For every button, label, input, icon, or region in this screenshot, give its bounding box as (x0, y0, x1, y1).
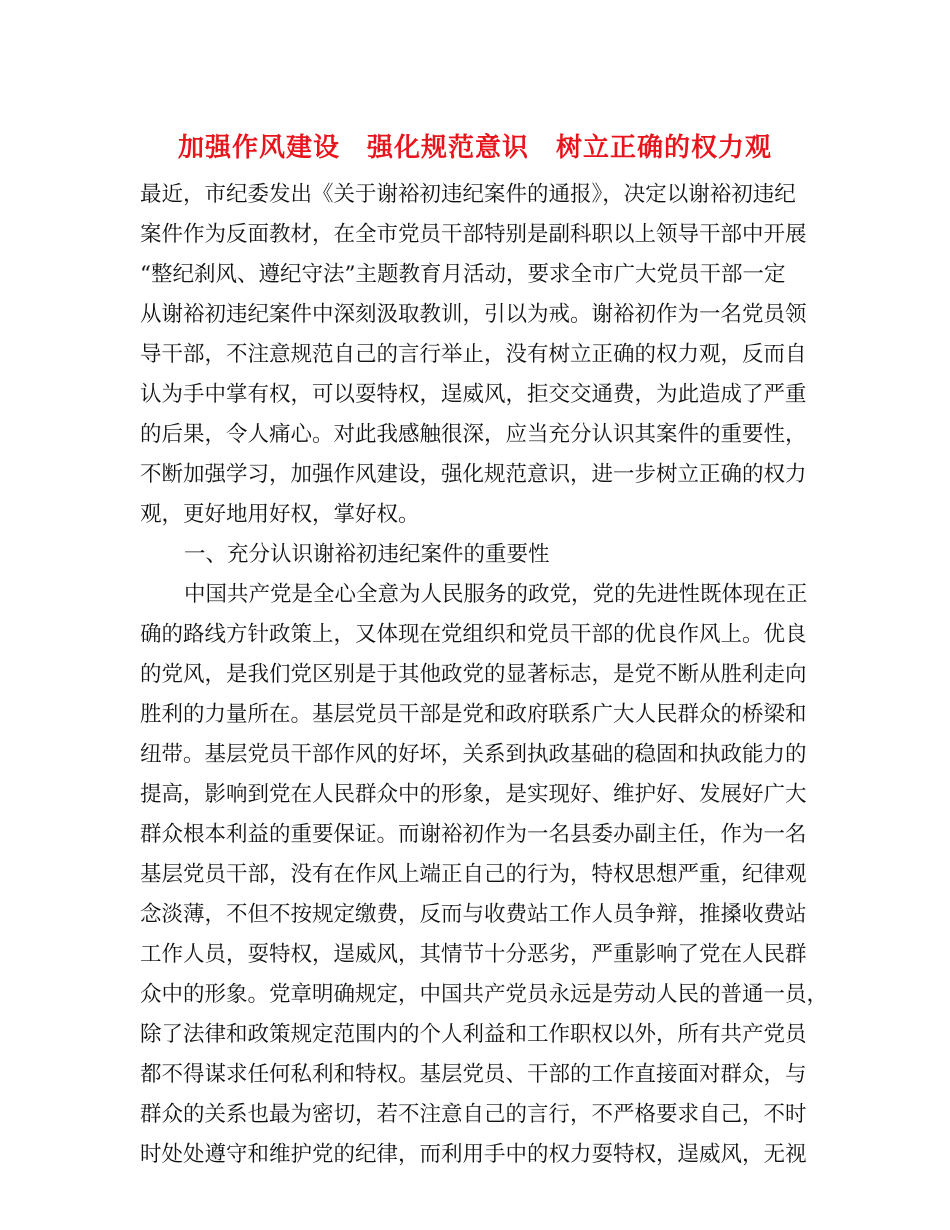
text-line: 都不得谋求任何私利和特权。基层党员、干部的工作直接面对群众，与 (140, 1062, 807, 1087)
text-line: 案件作为反面教材，在全市党员干部特别是副科职以上领导干部中开展 (140, 222, 807, 247)
text-line: 提高，影响到党在人民群众中的形象，是实现好、维护好、发展好广大 (140, 782, 807, 807)
text-line: 观，更好地用好权，掌好权。 (140, 502, 420, 527)
text-line: 导干部，不注意规范自己的言行举止，没有树立正确的权力观，反而自 (140, 342, 807, 367)
text-line: 的党风，是我们党区别是于其他政党的显著标志，是党不断从胜利走向 (140, 662, 807, 687)
text-line: 群众根本利益的重要保证。而谢裕初作为一名县委办副主任，作为一名 (140, 822, 807, 847)
text-line: 除了法律和政策规定范围内的个人利益和工作职权以外，所有共产党员 (140, 1022, 807, 1047)
text-line: 群众的关系也最为密切，若不注意自己的言行，不严格要求自己，不时 (140, 1102, 807, 1127)
text-line: “整纪刹风、遵纪守法”主题教育月活动，要求全市广大党员干部一定 (140, 262, 786, 287)
text-line: 念淡薄，不但不按规定缴费，反而与收费站工作人员争辩，推搡收费站 (140, 902, 807, 927)
document-body (140, 175, 830, 1175)
text-line: 胜利的力量所在。基层党员干部是党和政府联系广大人民群众的桥梁和 (140, 702, 807, 727)
text-line: 中国共产党是全心全意为人民服务的政党，党的先进性既体现在正 (184, 582, 808, 607)
text-line: 工作人员，耍特权，逞威风，其情节十分恶劣，严重影响了党在人民群 (140, 942, 807, 967)
text-line: 确的路线方针政策上，又体现在党组织和党员干部的优良作风上。优良 (140, 622, 807, 647)
document-title: 加强作风建设 强化规范意识 树立正确的权力观 (177, 133, 772, 163)
text-line: 不断加强学习，加强作风建设，强化规范意识，进一步树立正确的权力 (140, 462, 807, 487)
text-line: 从谢裕初违纪案件中深刻汲取教训，引以为戒。谢裕初作为一名党员领 (140, 302, 807, 327)
text-line: 基层党员干部，没有在作风上端正自己的行为，特权思想严重，纪律观 (140, 862, 807, 887)
text-line: 时处处遵守和维护党的纪律，而利用手中的权力耍特权，逞威风，无视 (140, 1142, 807, 1167)
text-line: 的后果，令人痛心。对此我感触很深，应当充分认识其案件的重要性， (140, 422, 807, 447)
text-line: 众中的形象。党章明确规定，中国共产党员永远是劳动人民的普通一员， (140, 982, 829, 1007)
text-line: 纽带。基层党员干部作风的好坏，关系到执政基础的稳固和执政能力的 (140, 742, 807, 767)
text-line: 认为手中掌有权，可以耍特权，逞威风，拒交交通费，为此造成了严重 (140, 382, 807, 407)
text-line: 一、充分认识谢裕初违纪案件的重要性 (184, 542, 550, 567)
text-line: 最近，市纪委发出《关于谢裕初违纪案件的通报》，决定以谢裕初违纪 (140, 182, 796, 207)
